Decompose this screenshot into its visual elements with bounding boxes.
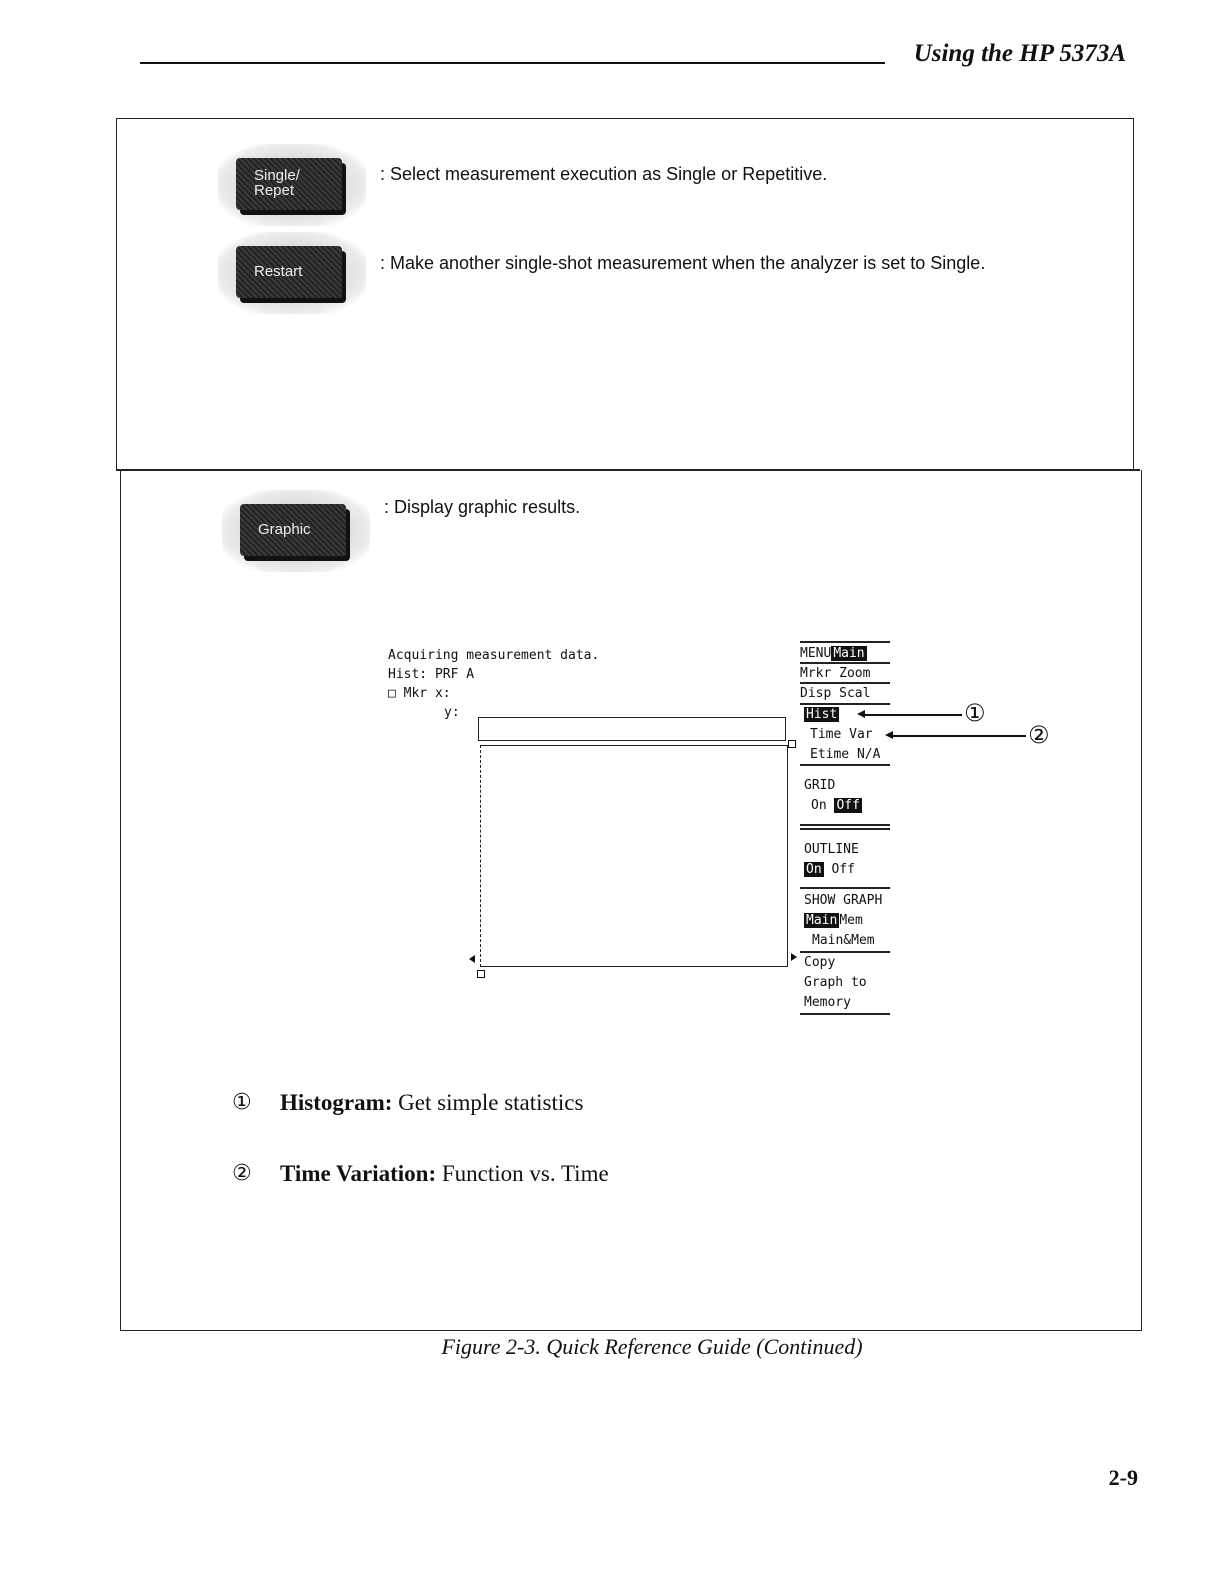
restart-description: : Make another single-shot measurement when the analyzer is set to Single. [380,253,986,273]
callout-1-line [864,714,962,716]
menu-grid-label: GRID [804,778,836,793]
menu-outline-off[interactable]: Off [831,862,855,877]
menu-mrkr-zoom[interactable]: Mrkr Zoom [800,666,871,681]
graph-right-arrow-icon [791,953,797,961]
graph-bottom-marker [477,970,485,978]
graphic-key-label: Graphic [240,504,346,556]
menu-rule-7 [800,951,890,953]
menu-rule-5 [800,824,890,826]
header-rule [140,62,885,64]
restart-key-label: Restart [236,246,342,298]
menu-show-mem[interactable]: Mem [839,913,863,928]
menu-grid-off[interactable]: Off [836,798,860,813]
callout-2-number: ② [1028,721,1050,749]
menu-rule-1 [800,662,890,664]
menu-copy-3[interactable]: Memory [804,995,851,1010]
menu-label: MENU [800,646,832,661]
menu-rule-6 [800,887,890,889]
menu-outline-options[interactable] [804,862,855,877]
menu-main-selected[interactable]: Main [833,646,865,661]
menu-rule-8 [800,1013,890,1015]
marker-y-readout: y: [444,705,460,720]
menu-grid-on[interactable]: On [811,798,827,813]
menu-show-mainmem[interactable]: Main&Mem [812,933,875,948]
status-line-1: Acquiring measurement data. [388,648,600,663]
menu-grid-options[interactable] [811,798,862,813]
menu-show-main[interactable]: Main [806,913,838,928]
header-title: Using the HP 5373A [913,40,1126,67]
menu-main[interactable] [800,646,867,661]
legend-label-1 [280,1090,583,1116]
single-repet-key-label: Single/ Repet [236,158,342,210]
marker-x-readout: □ Mkr x: [388,686,451,701]
legend-term-2: Time Variation: [280,1161,437,1186]
graph-corner-marker [788,740,796,748]
menu-top-rule [800,641,890,643]
menu-show-main-mem[interactable] [804,913,863,928]
graph-left-arrow-icon [469,955,475,963]
figure-caption: Figure 2-3. Quick Reference Guide (Continued) [441,1334,863,1359]
menu-rule-4 [800,764,890,766]
menu-etime[interactable]: Etime N/A [810,747,881,762]
legend-text-1: Get simple statistics [392,1090,584,1115]
page-number: 2-9 [1108,1465,1138,1490]
graph-area [480,745,788,967]
legend-term-1: Histogram: [280,1090,393,1115]
legend-number-2: ② [232,1161,252,1186]
menu-hist-selected[interactable]: Hist [806,707,838,722]
menu-copy-2[interactable]: Graph to [804,975,867,990]
status-line-2: Hist: PRF A [388,667,475,682]
menu-rule-5b [800,828,890,830]
menu-hist[interactable] [804,707,839,722]
menu-outline-label: OUTLINE [804,842,859,857]
menu-rule-3 [800,703,890,705]
menu-outline-on[interactable]: On [806,862,822,877]
graphic-key [222,490,370,572]
restart-key [218,232,366,314]
menu-copy-1[interactable]: Copy [804,955,836,970]
menu-disp-scal[interactable]: Disp Scal [800,686,871,701]
menu-rule-2 [800,682,890,684]
single-repet-key [218,144,366,226]
legend-label-2 [280,1161,609,1187]
legend-text-2: Function vs. Time [436,1161,609,1186]
legend-number-1: ① [232,1090,252,1115]
callout-2-line [892,735,1026,737]
graphic-description: : Display graphic results. [384,497,581,517]
menu-show-graph-label: SHOW GRAPH [804,893,883,908]
menu-time-var[interactable]: Time Var [810,727,873,742]
graph-title-bar [478,717,786,741]
single-repet-description: : Select measurement execution as Single or Repetitive. [380,164,828,184]
callout-1-number: ① [964,699,986,727]
